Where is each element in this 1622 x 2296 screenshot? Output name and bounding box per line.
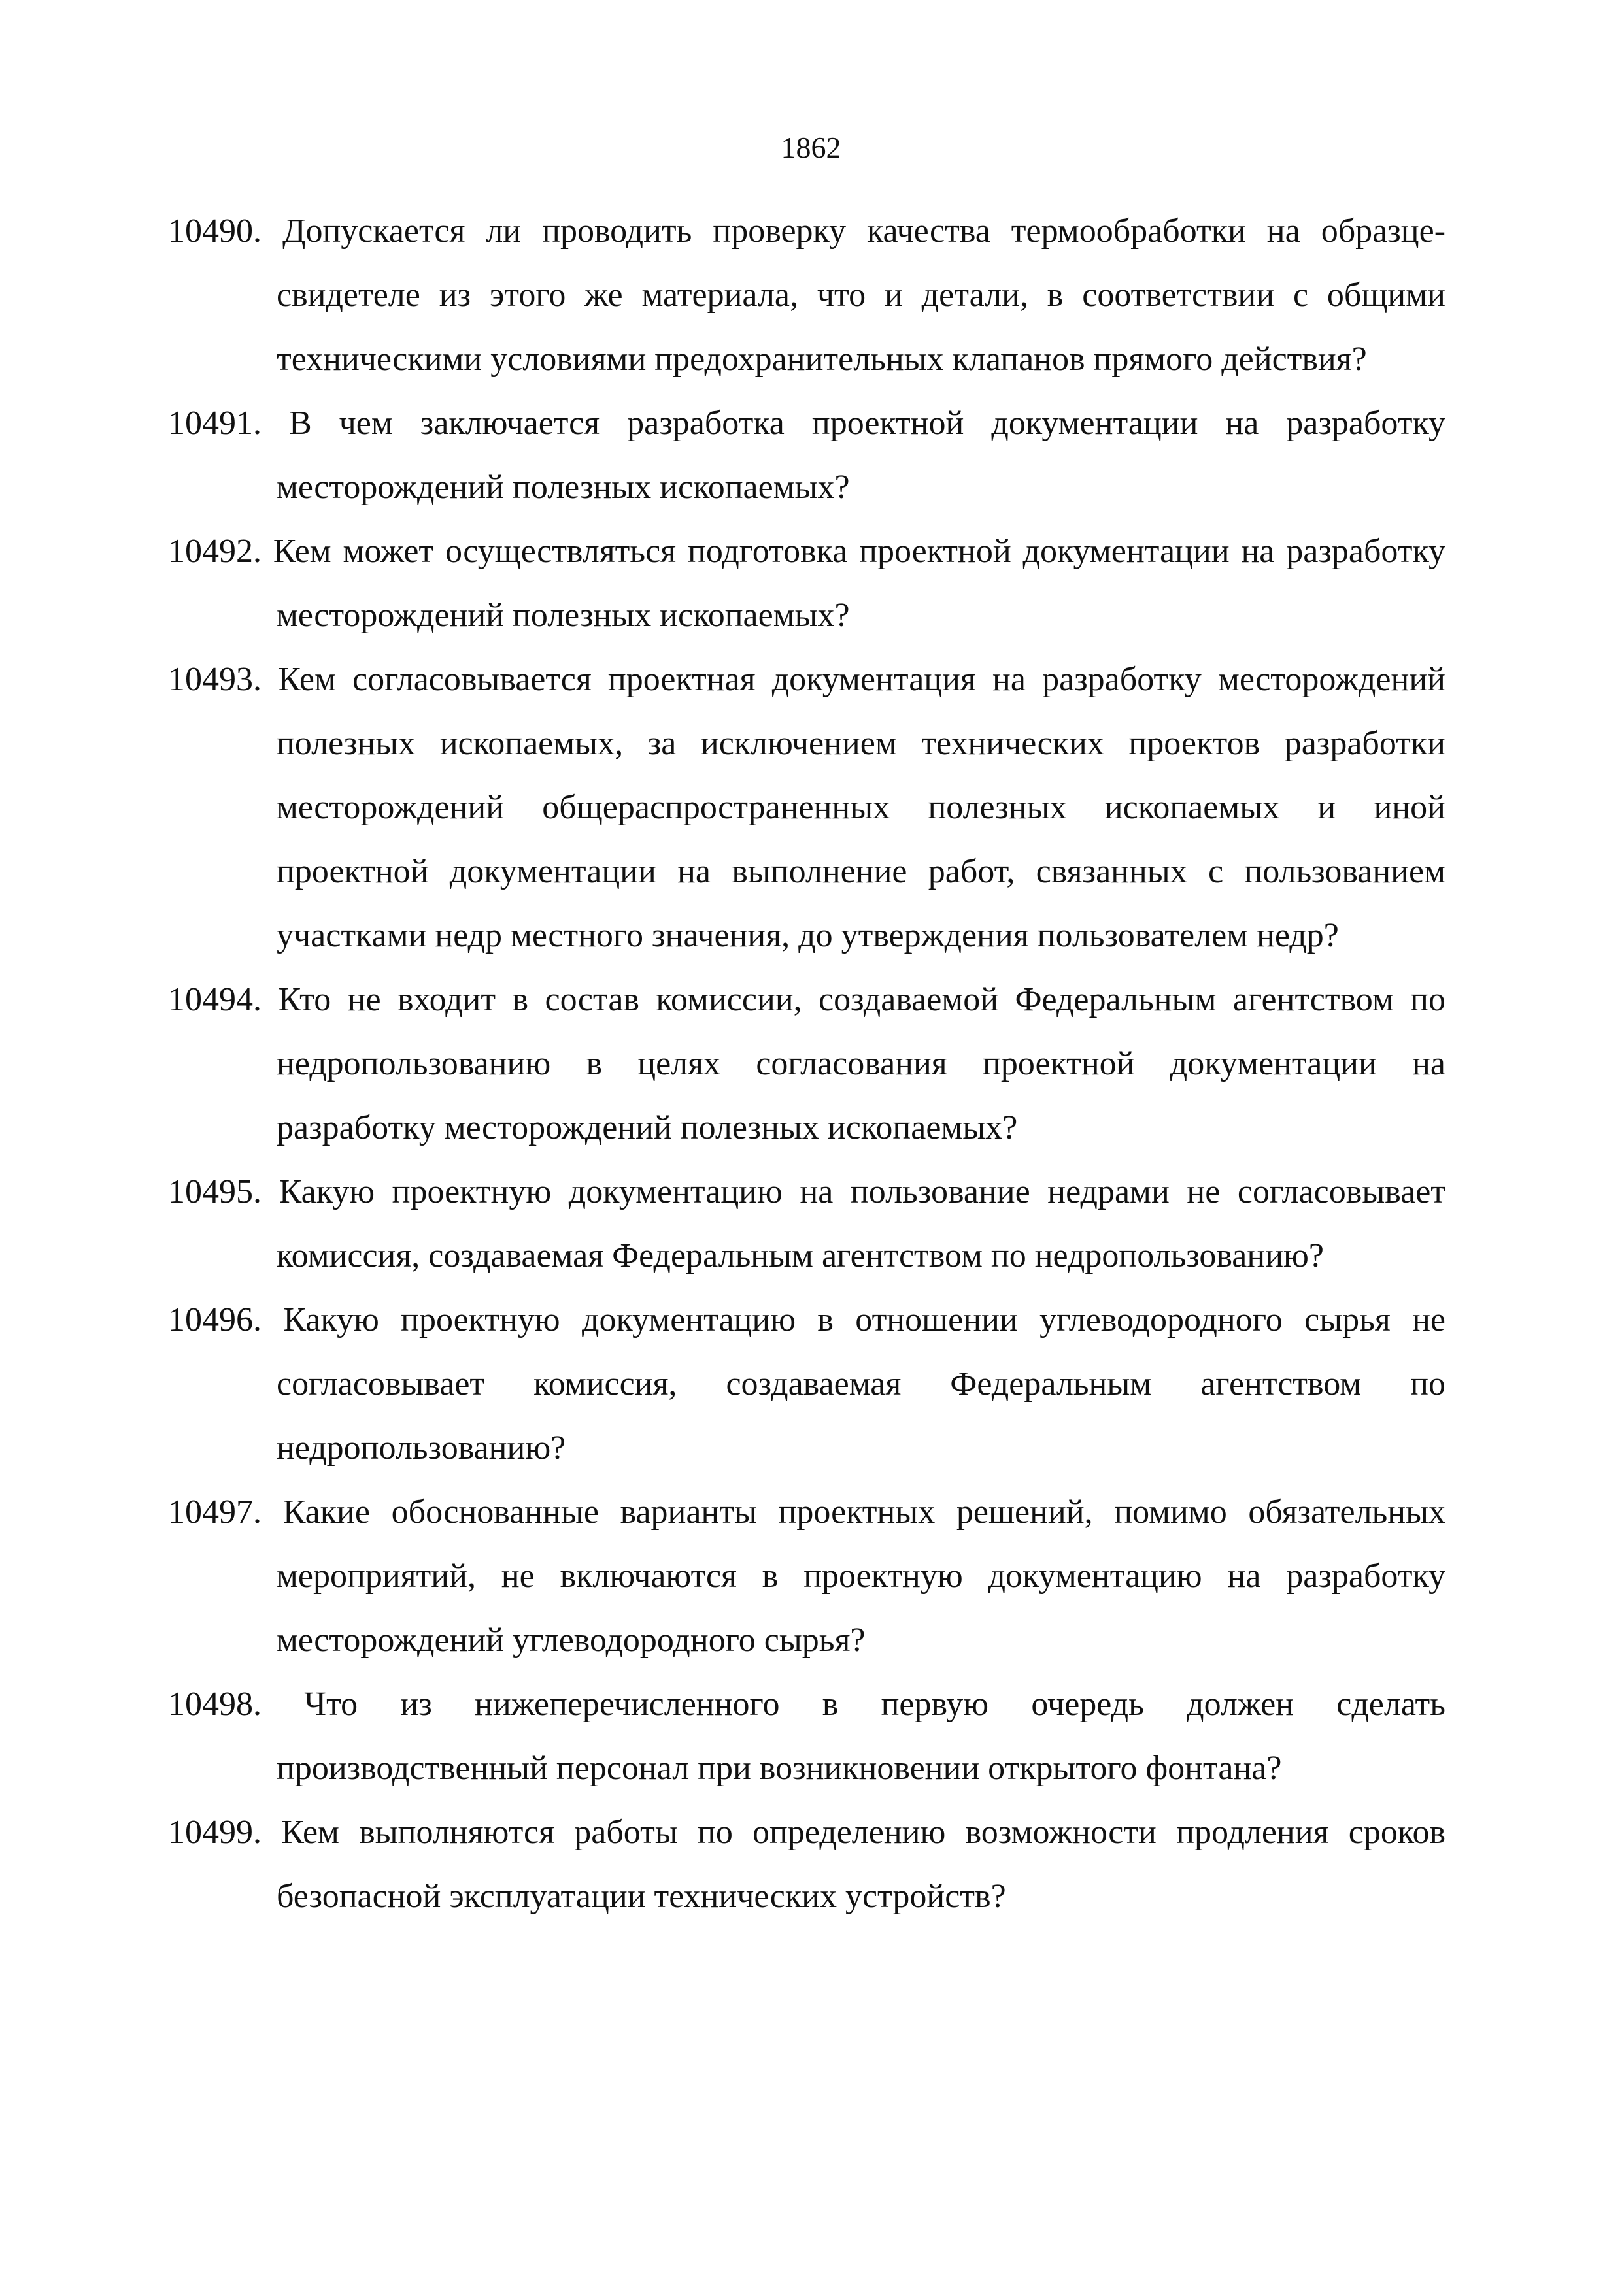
question-item <box>168 1672 1445 1801</box>
question-item <box>168 199 1446 391</box>
question-list <box>168 199 1446 1929</box>
question-number: 10490. <box>168 212 262 250</box>
question-text: В чем заключается разработка проектной документации на разработку месторождений полезных ископаемых? <box>277 405 1445 506</box>
question-number: 10496. <box>168 1301 262 1339</box>
question-item <box>168 1160 1446 1288</box>
question-text: Кем согласовывается проектная документация на разработку месторождений полезных ископаемых, за исключением технических проектов разработки месторождений общераспространенных полезных ископаемых и иной проектной документации на выполнение работ, связанных с пользованием участками недр местного значения, до утверждения пользователем недр? <box>277 661 1445 954</box>
question-item <box>168 1801 1445 1929</box>
question-number: 10494. <box>168 981 262 1018</box>
question-item <box>168 648 1445 968</box>
question-number: 10497. <box>168 1493 262 1531</box>
question-text: Что из нижеперечисленного в первую очередь должен сделать производственный персонал при возникновении открытого фонтана? <box>277 1686 1445 1787</box>
question-text: Кем может осуществляться подготовка проектной документации на разработку месторождений полезных ископаемых? <box>273 533 1445 634</box>
question-text: Какие обоснованные варианты проектных решений, помимо обязательных мероприятий, не включаются в проектную документацию на разработку месторождений углеводородного сырья? <box>277 1493 1446 1659</box>
page-number: 1862 <box>781 131 841 164</box>
question-number: 10499. <box>168 1814 262 1851</box>
question-number: 10498. <box>168 1686 262 1723</box>
question-item <box>168 1288 1446 1480</box>
question-text: Какую проектную документацию в отношении углеводородного сырья не согласовывает комиссия, создаваемая Федеральным агентством по недропользованию? <box>277 1301 1446 1467</box>
question-number: 10491. <box>168 405 262 442</box>
question-item <box>168 1480 1446 1672</box>
question-number: 10495. <box>168 1173 262 1210</box>
question-number: 10493. <box>168 661 262 698</box>
question-text: Кем выполняются работы по определению возможности продления сроков безопасной эксплуатации технических устройств? <box>277 1814 1445 1915</box>
question-item <box>168 520 1445 648</box>
question-text: Кто не входит в состав комиссии, создаваемой Федеральным агентством по недропользованию в целях согласования проектной документации на разработку месторождений полезных ископаемых? <box>277 981 1445 1146</box>
question-item <box>168 968 1445 1160</box>
question-text: Допускается ли проводить проверку качества термообработки на образце-свидетеле из этого же материала, что и детали, в соответствии с общими техническими условиями предохранительных клапанов прямого действия? <box>277 212 1446 378</box>
question-text: Какую проектную документацию на пользование недрами не согласовывает комиссия, создаваемая Федеральным агентством по недропользованию? <box>277 1173 1446 1274</box>
question-number: 10492. <box>168 533 262 570</box>
question-item <box>168 391 1445 520</box>
